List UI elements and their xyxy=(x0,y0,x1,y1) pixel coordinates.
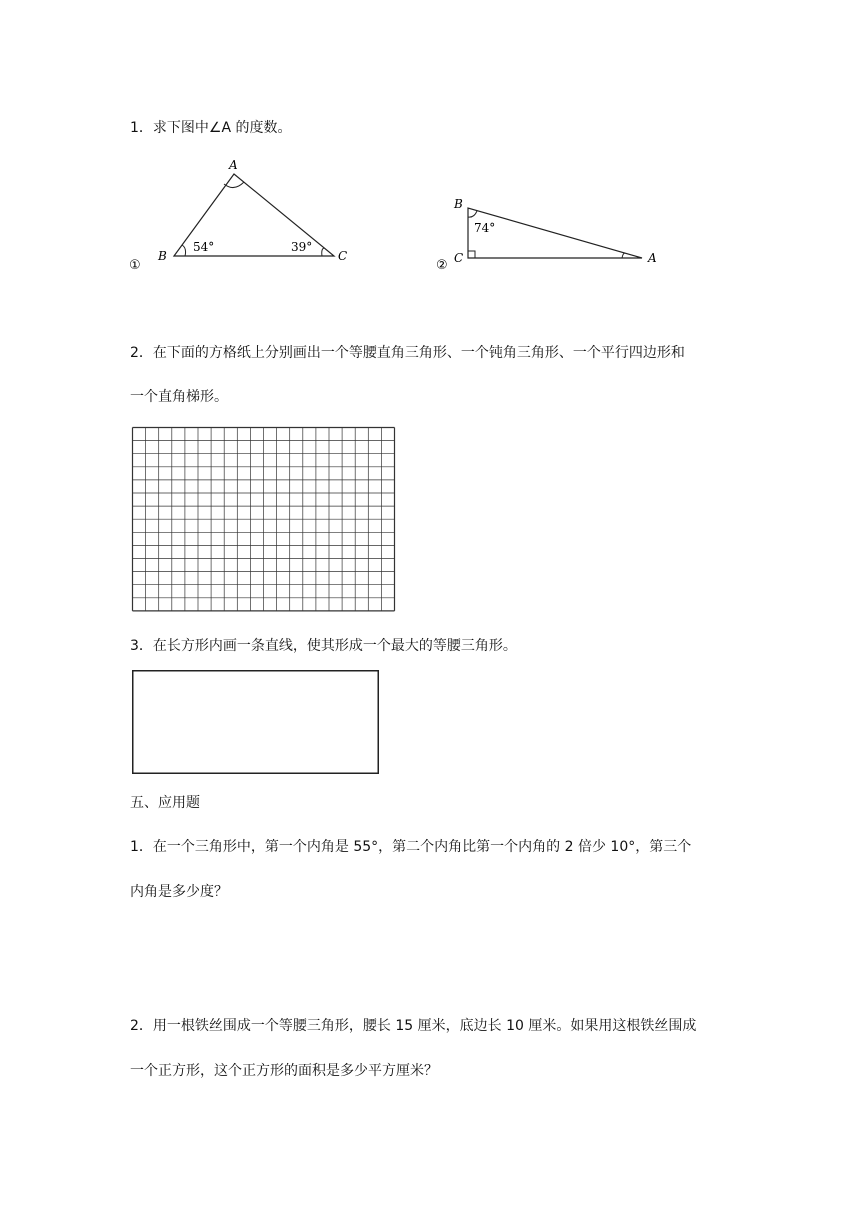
vertex-a-label: A xyxy=(648,251,657,265)
angle-b-label: 74° xyxy=(474,221,496,235)
figure-2-marker: ② xyxy=(436,258,448,273)
rectangle-figure[interactable] xyxy=(132,670,380,776)
grid-paper[interactable] xyxy=(132,427,396,613)
triangle-figure-2 xyxy=(432,190,672,280)
application-1-line-1: 1．在一个三角形中，第一个内角是 55°，第二个内角比第一个内角的 2 倍少 10°，第三个 xyxy=(130,839,692,855)
figure-1-marker: ① xyxy=(129,258,141,273)
angle-b-label: 54° xyxy=(193,240,215,254)
angle-c-label: 39° xyxy=(291,240,313,254)
triangle-figure-1 xyxy=(125,156,365,273)
application-2-line-1: 2．用一根铁丝围成一个等腰三角形，腰长 15 厘米，底边长 10 厘米。如果用这根铁丝围成 xyxy=(130,1018,697,1034)
vertex-b-label: B xyxy=(454,197,463,211)
question-3-title: 3．在长方形内画一条直线，使其形成一个最大的等腰三角形。 xyxy=(130,638,517,654)
question-1-title: 1．求下图中∠A 的度数。 xyxy=(130,120,292,136)
question-2-line-1: 2．在下面的方格纸上分别画出一个等腰直角三角形、一个钝角三角形、一个平行四边形和 xyxy=(130,345,685,361)
vertex-b-label: B xyxy=(158,249,167,263)
vertex-c-label: C xyxy=(454,251,464,265)
question-2-line-2: 一个直角梯形。 xyxy=(130,389,228,405)
section-5-title: 五、应用题 xyxy=(130,795,200,811)
application-2-line-2: 一个正方形，这个正方形的面积是多少平方厘米？ xyxy=(130,1063,438,1079)
application-1-line-2: 内角是多少度？ xyxy=(130,884,228,900)
vertex-c-label: C xyxy=(338,249,348,263)
vertex-a-label: A xyxy=(229,158,238,172)
